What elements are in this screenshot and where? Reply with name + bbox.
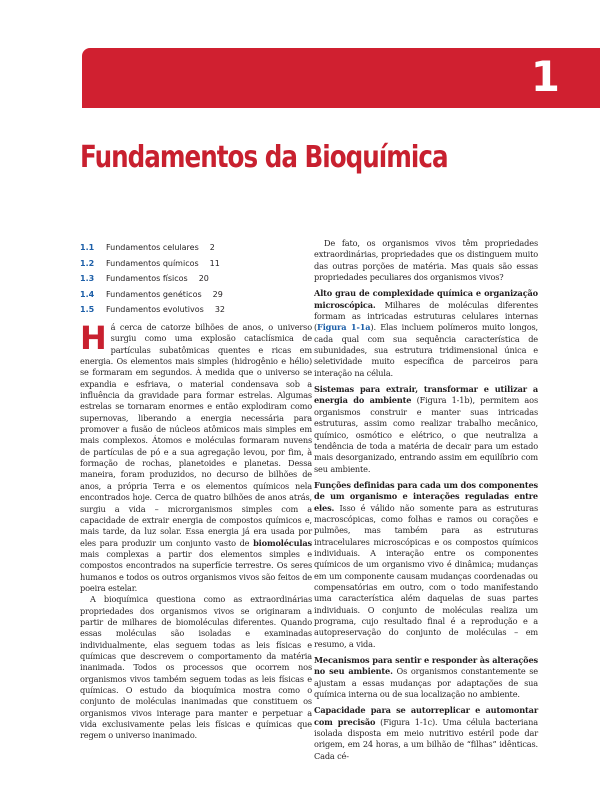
property-text: Milhares de moléculas diferentes formam as intricadas estruturas celulares internas ( — [314, 299, 538, 333]
paragraph-text: mais complexas a partir dos elementos simples e compostos encontrados na superfície terrestre. Os seres humanos e todos os outros organismos vivos são feitos de poeira estelar. — [80, 548, 312, 593]
toc-title: Fundamentos genéticos — [106, 289, 202, 299]
property-heading: Sistemas para extrair, transformar e utilizar a energia do ambiente — [314, 384, 538, 406]
chapter-banner — [82, 48, 600, 108]
property-heading: Capacidade para se autorreplicar e automontar com precisão — [314, 705, 538, 727]
key-term: biomoléculas — [253, 537, 312, 548]
property-item — [314, 480, 538, 650]
toc-title: Fundamentos evolutivos — [106, 305, 204, 314]
property-heading: Funções definidas para cada um dos componentes de um organismo e interações reguladas entre eles. — [314, 479, 538, 513]
left-column — [80, 319, 312, 742]
chapter-contents — [80, 240, 310, 318]
chapter-number: 1 — [530, 52, 560, 101]
toc-page: 29 — [212, 289, 223, 299]
toc-item[interactable] — [80, 256, 310, 272]
toc-page: 2 — [209, 243, 215, 252]
toc-item[interactable] — [80, 302, 310, 318]
property-item — [314, 384, 538, 475]
toc-page: 20 — [198, 274, 209, 283]
toc-number: 1.5 — [80, 305, 95, 314]
property-text: (Figura 1-1c). Uma célula bacteriana isolada disposta em meio nutritivo estéril pode dar origem, em 24 horas, a um bilhão de “filhas” idênticas. Cada cé- — [314, 716, 538, 761]
property-text: Os organismos constantemente se ajustam a essas mudanças por adaptações de sua química interna ou de sua localização no ambiente. — [314, 666, 538, 700]
drop-cap: H — [80, 319, 107, 357]
paragraph-text: á cerca de catorze bilhões de anos, o universo surgiu como uma explosão cataclísmica de partículas subatômicas quentes e ricas em energia. Os elementos mais simples (hidrogênio e hélio) se formaram em segundos. À medida que o universo se expandia e esfriava, o material condensava sob a influência da gravidade para formar estrelas. Algumas estrelas se tornaram enormes e então explodiram como supernovas, liberando a energia necessária para promover a fusão de núcleos atômicos mais simples em mais complexos. Átomos e moléculas formaram nuvens de partículas de pó e a sua agregação levou, por fim, à formação de rochas, planetoides e planetas. Dessa maneira, foram produzidos, no decurso de bilhões de anos, a própria Terra e os elementos químicos nela encontrados hoje. Cerca de quatro bilhões de anos atrás, surgiu a vida – microrganismos simples com a capacidade de extrair energia de compostos químicos e, mais tarde, da luz solar. Essa energia já era usada por eles para produzir um conjunto vasto de — [80, 322, 312, 548]
toc-page: 11 — [209, 258, 220, 268]
toc-title: Fundamentos físicos — [106, 274, 188, 283]
right-column — [314, 238, 538, 762]
toc-title: Fundamentos químicos — [106, 258, 199, 268]
toc-item[interactable] — [80, 287, 310, 303]
toc-title: Fundamentos celulares — [106, 243, 199, 252]
toc-number: 1.4 — [80, 289, 95, 299]
body-paragraph: De fato, os organismos vivos têm propriedades extraordinárias, propriedades que os distinguem muito das outras porções de matéria. Mas quais são essas propriedades peculiares dos organismos vivos? — [314, 238, 538, 283]
toc-item[interactable] — [80, 271, 310, 287]
body-paragraph: A bioquímica questiona como as extraordinárias propriedades dos organismos vivos se originaram a partir de milhares de biomoléculas diferentes. Quando essas moléculas são isoladas e examinadas individualmente, elas seguem todas as leis físicas e químicas que descrevem o comportamento da matéria inanimada. Todos os processos que ocorrem nos organismos vivos também seguem todas as leis físicas e químicas. O estudo da bioquímica mostra como o conjunto de moléculas inanimadas que constituem os organismos vivos interage para manter e perpetuar a vida exclusivamente pelas leis físicas e químicas que regem o universo inanimado. — [80, 594, 312, 741]
toc-page: 32 — [214, 305, 225, 314]
intro-paragraph — [80, 319, 312, 594]
toc-number: 1.2 — [80, 258, 95, 268]
property-text: Isso é válido não somente para as estruturas macroscópicas, como folhas e ramos ou corações e pulmões, mas também para as estruturas intracelulares microscópicas e os compostos químicos individuais. A interação entre os componentes químicos de um organismo vivo é dinâmica; mudanças em um componente causam mudanças coordenadas ou compensatórias em outro, com o todo manifestando uma característica além daquelas de suas partes individuais. O conjunto de moléculas realiza um programa, cujo resultado final é a reprodução e a autopreservação do conjunto de moléculas – em resumo, a vida. — [314, 502, 538, 649]
toc-item[interactable] — [80, 240, 310, 256]
property-item — [314, 288, 538, 379]
toc-number: 1.3 — [80, 274, 95, 283]
figure-reference-link[interactable]: Figura 1-1a — [317, 322, 371, 333]
chapter-title: Fundamentos da Bioquímica — [80, 140, 448, 175]
property-heading: Alto grau de complexidade química e organização microscópica. — [314, 288, 538, 310]
property-text: (Figura 1-1b), permitem aos organismos construir e manter suas intricadas estruturas, assim como realizar trabalho mecânico, químico, osmótico e elétrico, o que neutraliza a tendência de toda a matéria de decair para um estado mais desorganizado, entrando assim em equilíbrio com seu ambiente. — [314, 395, 538, 474]
property-item — [314, 705, 538, 762]
toc-number: 1.1 — [80, 243, 95, 252]
property-heading: Mecanismos para sentir e responder às alterações no seu ambiente. — [314, 655, 538, 677]
property-item — [314, 655, 538, 700]
property-text: ). Elas incluem polímeros muito longos, cada qual com sua sequência característica de subunidades, sua estrutura tridimensional única e seletividade muito específica de parceiros para interação na célula. — [314, 322, 538, 378]
